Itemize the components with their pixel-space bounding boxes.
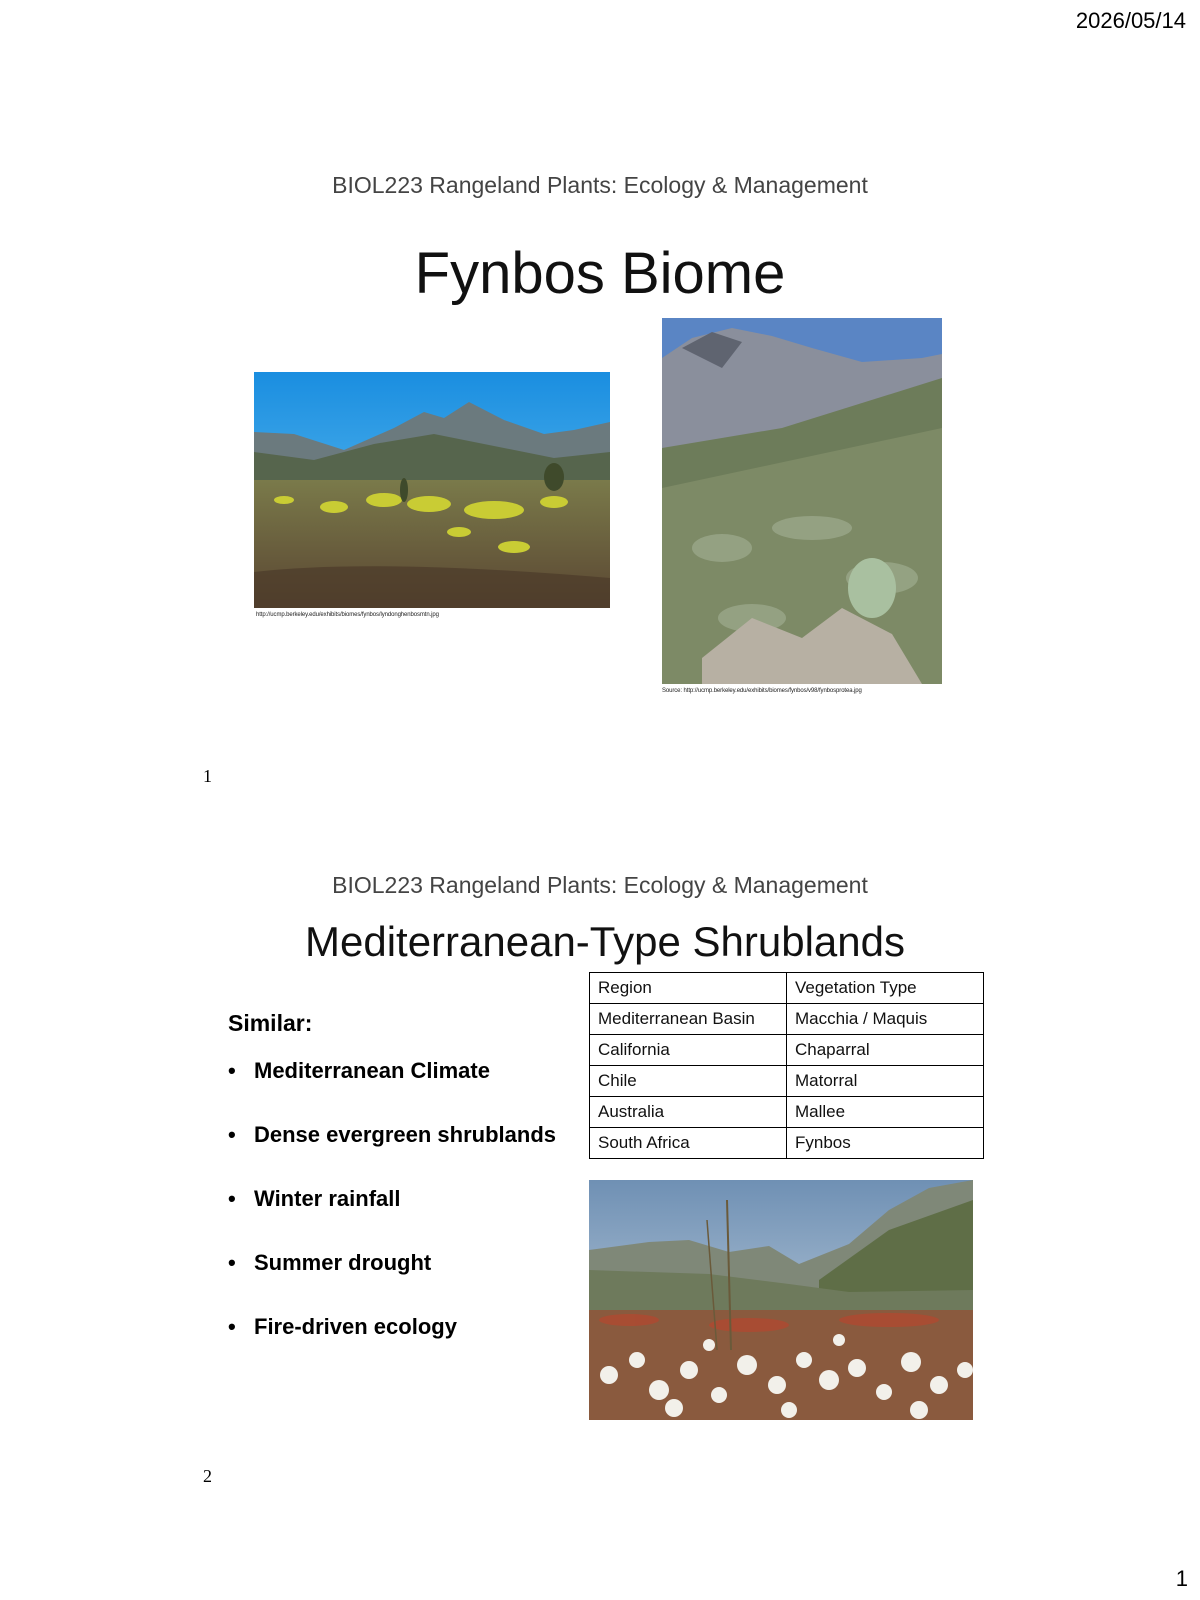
bullet-dot-icon: • [228, 1058, 236, 1083]
table-cell: Mallee [787, 1097, 984, 1128]
table-header-cell: Region [590, 973, 787, 1004]
table-header-row [590, 973, 984, 1004]
print-date: 2026/05/14 [1075, 8, 1186, 33]
slide2-title: Mediterranean-Type Shrublands [304, 918, 906, 965]
bullet-dot-icon: • [228, 1122, 236, 1147]
table-header-cell: Vegetation Type [787, 973, 984, 1004]
bullet-item [228, 1248, 556, 1312]
bullet-dot-icon: • [228, 1250, 236, 1275]
table-cell: Mediterranean Basin [590, 1004, 787, 1035]
table-cell: Australia [590, 1097, 787, 1128]
bullet-item [228, 1120, 556, 1184]
bullet-text: Fire-driven ecology [254, 1314, 457, 1339]
bullet-text: Winter rainfall [254, 1186, 401, 1211]
bullet-dot-icon: • [228, 1314, 236, 1339]
slide2-number: 2 [203, 1466, 212, 1486]
bullet-item [228, 1184, 556, 1248]
similarity-bullet-list [228, 1056, 556, 1376]
bullet-text: Mediterranean Climate [254, 1058, 490, 1083]
bullet-item [228, 1312, 556, 1376]
table-cell: Chaparral [787, 1035, 984, 1066]
table-cell: Macchia / Maquis [787, 1004, 984, 1035]
table-row [590, 1035, 984, 1066]
sheet-page-number: 1 [1175, 1566, 1188, 1591]
table-cell: California [590, 1035, 787, 1066]
slide1-left-photo-caption: http://ucmp.berkeley.edu/exhibits/biomes/fynbos/lyndonghenbosmtn.jpg [256, 612, 439, 618]
table-row [590, 1128, 984, 1159]
table-cell: South Africa [590, 1128, 787, 1159]
table-row [590, 1004, 984, 1035]
slide1-course-header: BIOL223 Rangeland Plants: Ecology & Management [332, 172, 868, 198]
bullet-item [228, 1056, 556, 1120]
table-row [590, 1066, 984, 1097]
slide1-right-photo-caption: Source: http://ucmp.berkeley.edu/exhibits/biomes/fynbos/v98/fynbosprotea.jpg [662, 688, 862, 694]
region-vegetation-table [589, 972, 984, 1159]
slide2-course-header: BIOL223 Rangeland Plants: Ecology & Management [332, 872, 868, 898]
table-cell: Chile [590, 1066, 787, 1097]
fynbos-valley-flowers-photo [589, 1180, 973, 1420]
bullet-dot-icon: • [228, 1186, 236, 1211]
similar-label: Similar: [228, 1010, 313, 1036]
fynbos-mountain-slope-photo [662, 318, 942, 684]
slide1-number: 1 [203, 766, 212, 786]
fynbos-landscape-photo [254, 372, 610, 608]
table-row [590, 1097, 984, 1128]
bullet-text: Summer drought [254, 1250, 432, 1275]
table-cell: Matorral [787, 1066, 984, 1097]
bullet-text: Dense evergreen shrublands [254, 1122, 557, 1147]
table-cell: Fynbos [787, 1128, 984, 1159]
slide1-title: Fynbos Biome [414, 241, 786, 306]
